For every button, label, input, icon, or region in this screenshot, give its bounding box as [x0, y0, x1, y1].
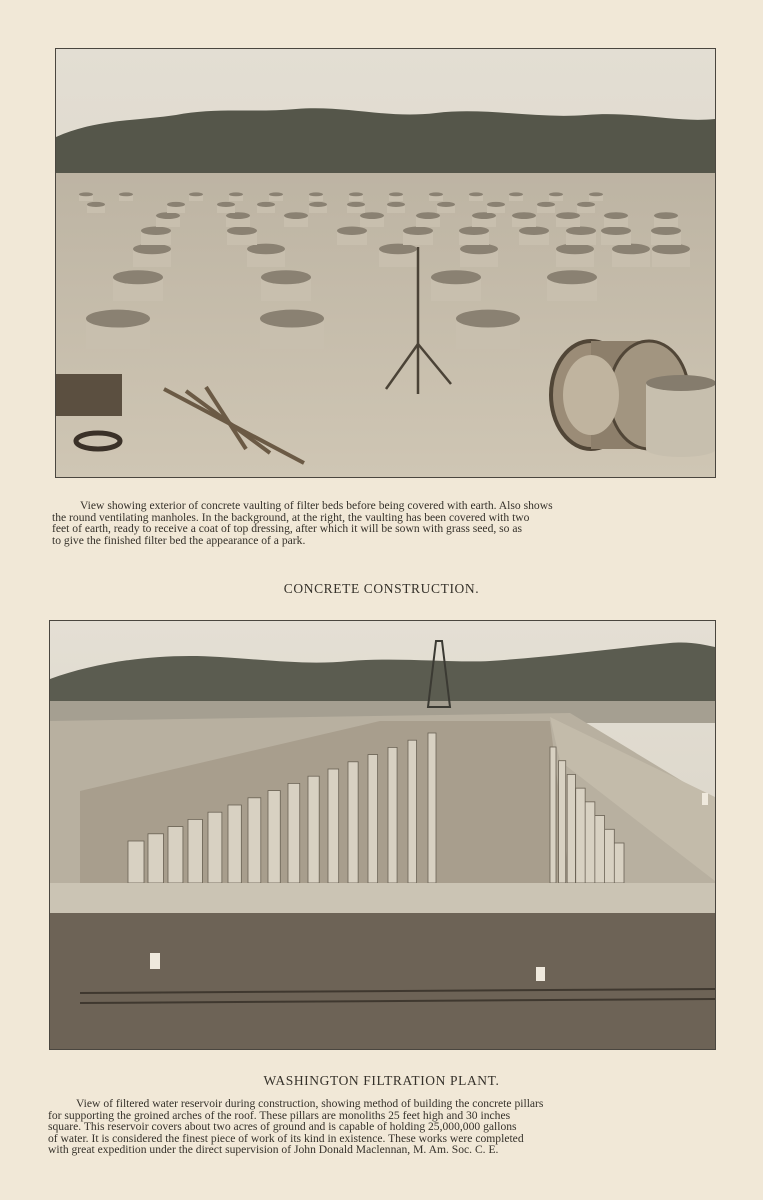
manhole-opening [537, 202, 555, 207]
manhole-opening [269, 192, 283, 196]
manhole-opening [509, 192, 523, 196]
manhole-opening [556, 244, 594, 255]
manhole-opening [86, 310, 150, 328]
manhole-opening [556, 212, 580, 219]
reservoir-illustration [50, 621, 715, 1049]
concrete-pillar [408, 740, 417, 883]
manhole-opening [652, 244, 690, 255]
manhole-opening [337, 227, 367, 235]
manhole-opening [456, 310, 520, 328]
manhole-opening [429, 192, 443, 196]
manhole-opening [577, 202, 595, 207]
photo-reservoir [49, 620, 716, 1050]
manhole-opening [519, 227, 549, 235]
caption-line: for supporting the groined arches of the roof. These pillars are monoliths 25 feet high and 30 inches [48, 1108, 511, 1122]
manhole-opening [347, 202, 365, 207]
manhole-opening [403, 227, 433, 235]
caption-line: View of filtered water reservoir during construction, showing method of building the concrete pillars [76, 1097, 544, 1110]
manhole-opening [389, 192, 403, 196]
manhole-opening [217, 202, 235, 207]
concrete-pillar [388, 747, 397, 883]
concrete-pillar [288, 783, 300, 883]
caption-line: the round ventilating manholes. In the background, at the right, the vaulting has been covered with two [52, 510, 530, 524]
heading-concrete-construction: CONCRETE CONSTRUCTION. [283, 581, 480, 596]
manhole-opening [472, 212, 496, 219]
manhole-opening [360, 212, 384, 219]
caption-line: feet of earth, ready to receive a coat of top dressing, after which it will be sown with grass seed, so as [52, 522, 523, 536]
manhole-opening [387, 202, 405, 207]
concrete-pillar [248, 798, 261, 883]
manhole-opening [141, 227, 171, 235]
concrete-pillar [188, 819, 202, 883]
caption-line: of water. It is considered the finest piece of work of its kind in existence. These works were completed [48, 1131, 524, 1145]
concrete-pillar [208, 812, 222, 883]
manhole-opening [309, 192, 323, 196]
manhole-opening [459, 227, 489, 235]
lumber-stack [56, 374, 122, 416]
concrete-pillar [148, 834, 163, 883]
caption-line: View showing exterior of concrete vaulting of filter beds before being covered with earth. Also shows [80, 499, 553, 512]
manhole-opening [260, 310, 324, 328]
treeline [56, 108, 715, 181]
manhole-opening [604, 212, 628, 219]
manhole-opening [589, 192, 603, 196]
manhole-opening [167, 202, 185, 207]
photo-filter-beds [55, 48, 716, 478]
manhole-opening [654, 212, 678, 219]
heading-washington-filtration-plant: WASHINGTON FILTRATION PLANT. [263, 1073, 500, 1088]
concrete-pillar [268, 791, 280, 883]
concrete-ring [646, 375, 715, 457]
concrete-pillar [550, 747, 556, 883]
concrete-pillar [368, 755, 378, 883]
caption-reservoir [48, 1098, 713, 1156]
concrete-pillar [584, 802, 595, 883]
caption-filter-beds [52, 500, 712, 546]
manhole-opening [437, 202, 455, 207]
manhole-opening [247, 244, 285, 255]
manhole-opening [651, 227, 681, 235]
caption-line: square. This reservoir covers about two acres of ground and is capable of holding 25,000,000 gallons [48, 1120, 517, 1134]
manhole-opening [379, 244, 417, 255]
reservoir-wall-front [50, 883, 715, 913]
concrete-pillar [128, 841, 144, 883]
manhole-opening [309, 202, 327, 207]
manhole-opening [257, 202, 275, 207]
foreground-earth [50, 913, 715, 1049]
manhole-opening [431, 270, 481, 284]
manhole-opening [133, 244, 171, 255]
concrete-pillar [348, 762, 358, 883]
manhole-opening [460, 244, 498, 255]
manhole-opening [547, 270, 597, 284]
concrete-pillar [428, 733, 436, 883]
manhole-opening [566, 227, 596, 235]
manhole-opening [79, 192, 93, 196]
manhole-opening [87, 202, 105, 207]
concrete-pillar [168, 827, 183, 883]
manhole-opening [226, 212, 250, 219]
concrete-pillar [576, 788, 585, 883]
manhole-opening [261, 270, 311, 284]
manhole-opening [284, 212, 308, 219]
manhole-opening [227, 227, 257, 235]
manhole-opening [601, 227, 631, 235]
manhole-opening [229, 192, 243, 196]
manhole-opening [189, 192, 203, 196]
manhole-opening [113, 270, 163, 284]
filter-beds-illustration [56, 49, 715, 477]
concrete-pillar [308, 776, 319, 883]
manhole-opening [416, 212, 440, 219]
caption-line: to give the finished filter bed the appearance of a park. [52, 533, 306, 547]
concrete-pillar [567, 774, 575, 883]
concrete-pillar [228, 805, 241, 883]
manhole-opening [487, 202, 505, 207]
concrete-pillar [559, 761, 566, 883]
manhole-opening [119, 192, 133, 196]
concrete-pillar [328, 769, 339, 883]
manhole-opening [156, 212, 180, 219]
manhole-opening [549, 192, 563, 196]
caption-line: with great expedition under the direct supervision of John Donald Maclennan, M. Am. Soc. C. E. [48, 1143, 499, 1157]
manhole-opening [349, 192, 363, 196]
manhole-opening [612, 244, 650, 255]
manhole-opening [512, 212, 536, 219]
manhole-opening [469, 192, 483, 196]
